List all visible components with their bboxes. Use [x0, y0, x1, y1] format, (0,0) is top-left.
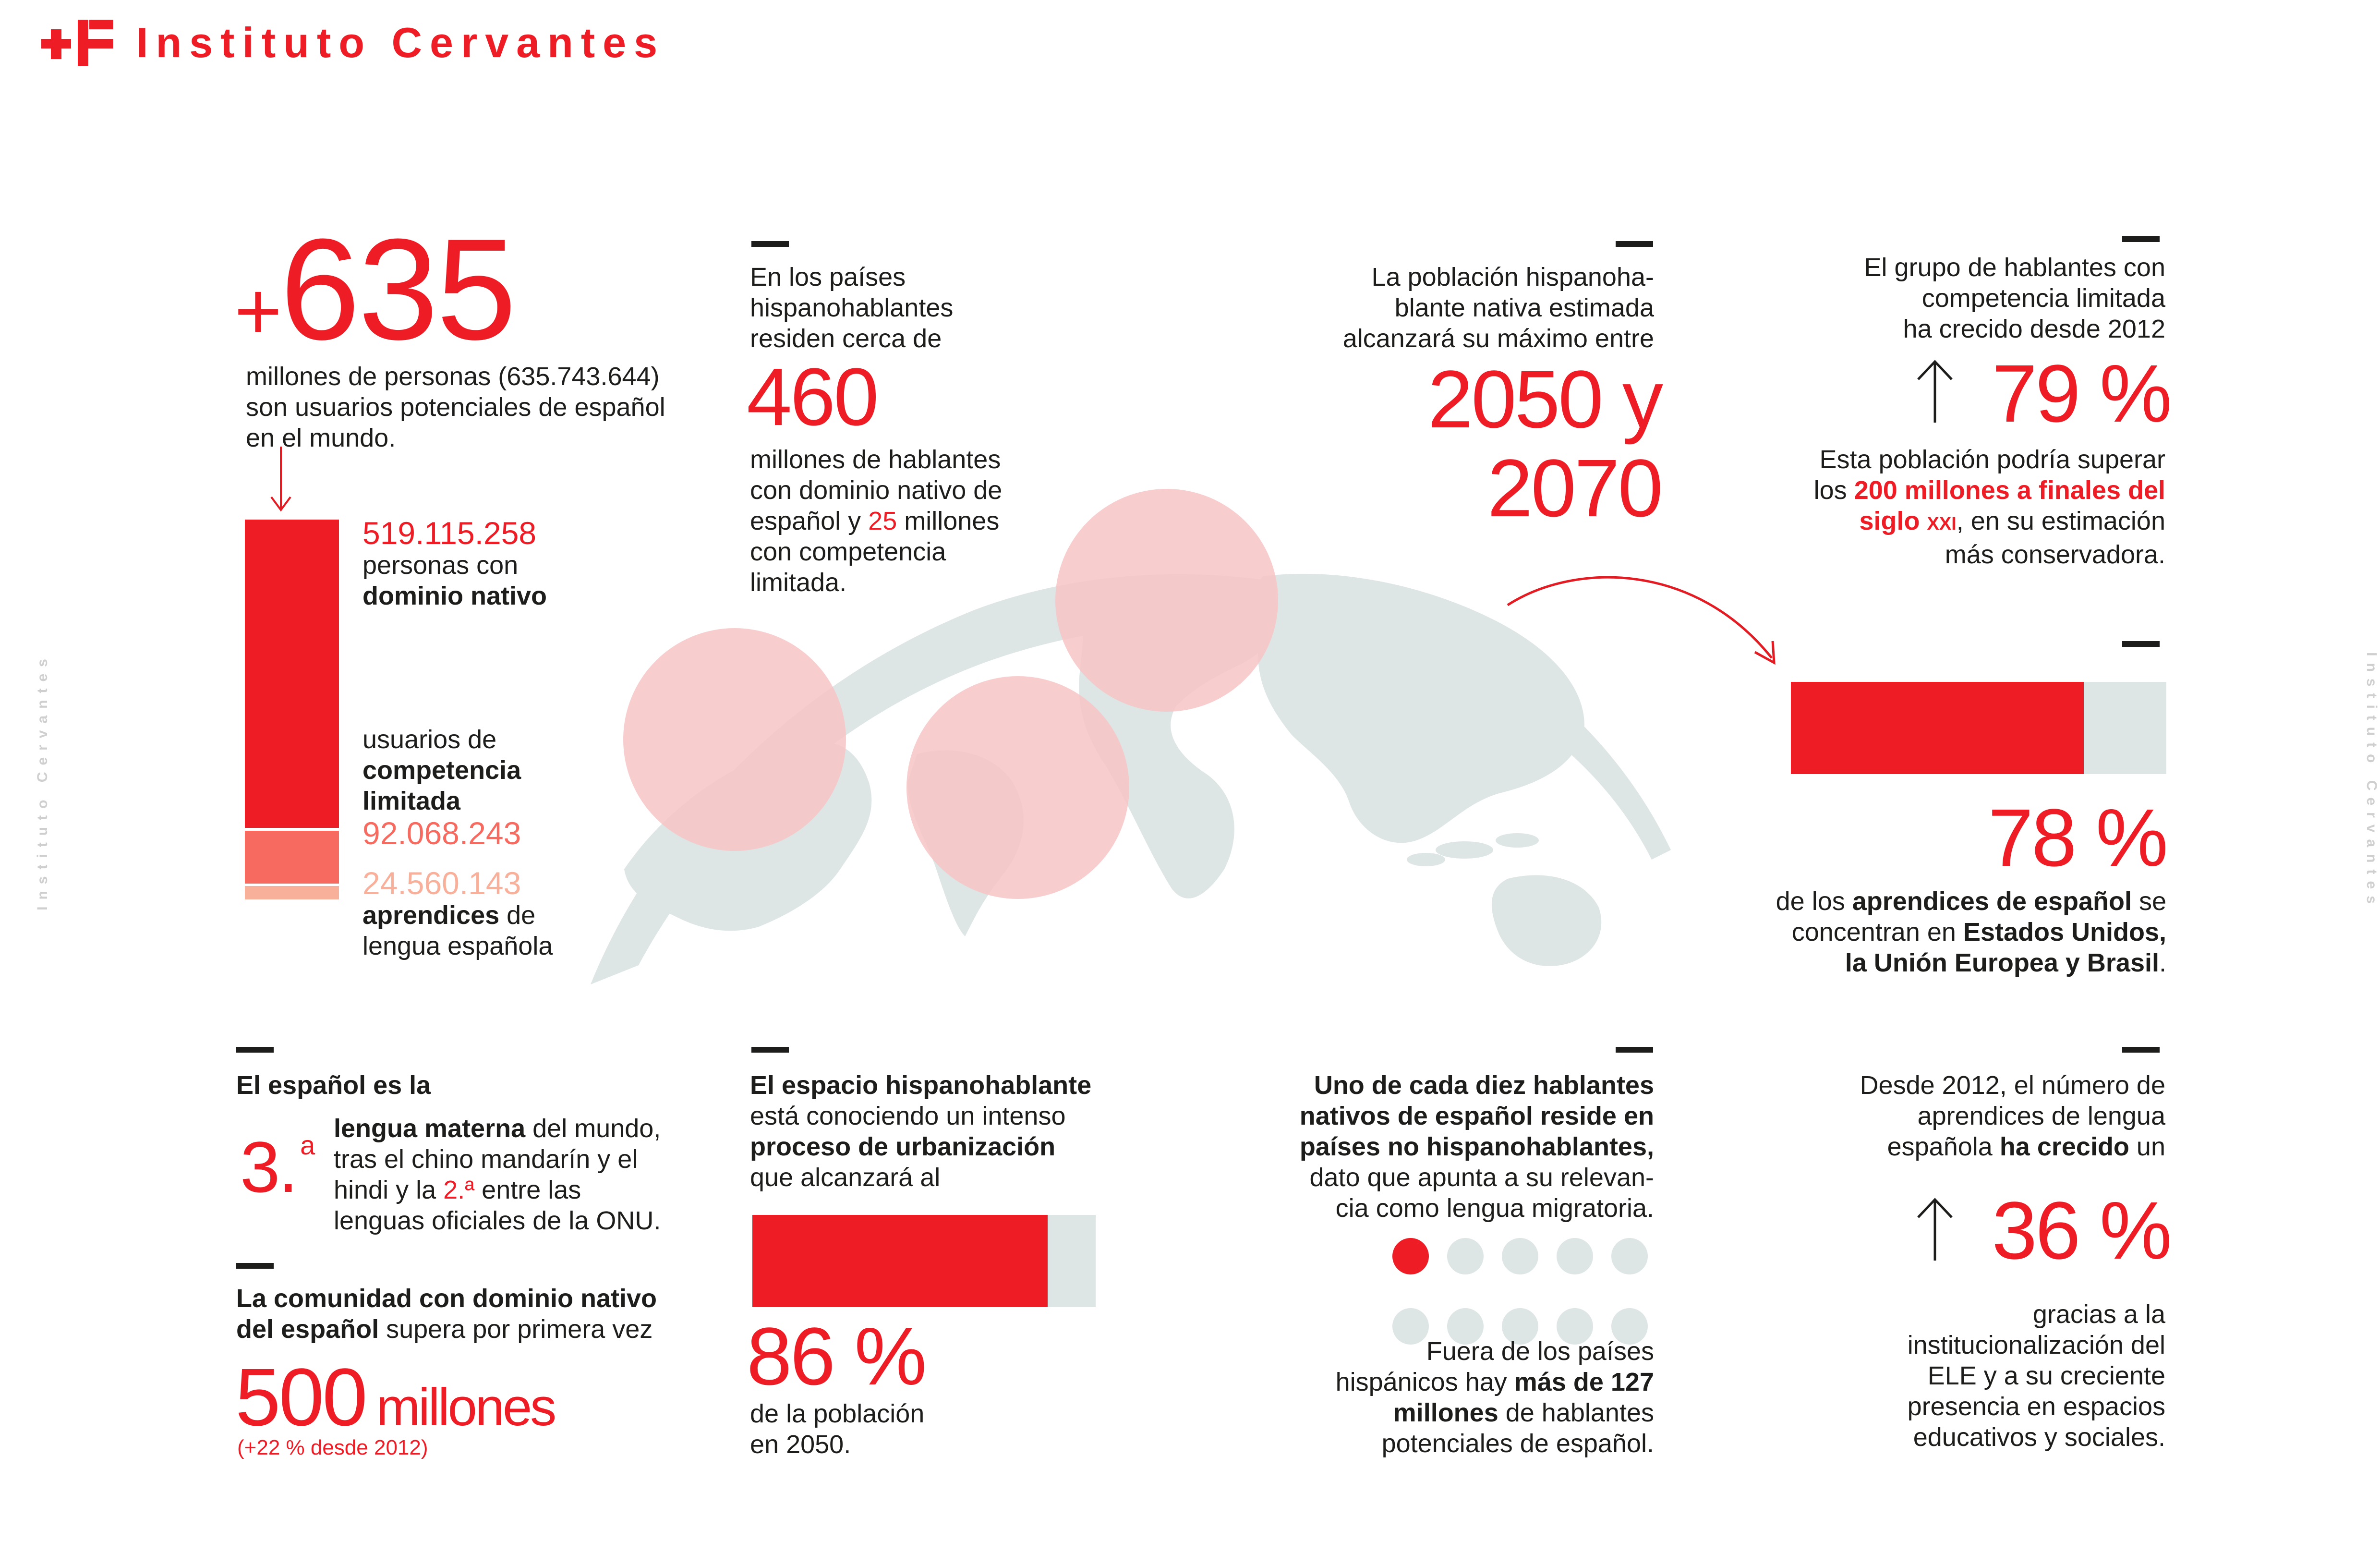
text-part: un: [2129, 1132, 2165, 1161]
text-bold: El espacio hispanohablante: [750, 1071, 1092, 1100]
caption-line: millones de personas (635.743.644): [246, 362, 660, 391]
countries-number: 460: [747, 352, 877, 443]
text-line: Esta población podría superar: [1819, 445, 2165, 474]
text-highlight: siglo: [1859, 507, 1927, 535]
learners-concentration-bar: [1791, 682, 2166, 774]
text-bold: ha crecido: [1999, 1132, 2129, 1161]
text-line: con competencia: [750, 537, 946, 566]
community-note: (+22 % desde 2012): [237, 1436, 428, 1459]
text-highlight: 25: [868, 507, 897, 535]
text-part: de hablantes: [1498, 1398, 1654, 1427]
limited-label-bold: competencia: [362, 756, 521, 785]
down-arrow-icon: [269, 447, 293, 514]
text-part: concentran en: [1791, 918, 1963, 946]
text-bold: millones: [1393, 1398, 1498, 1427]
text-part: española: [1887, 1132, 2000, 1161]
text-line: en 2050.: [750, 1430, 851, 1459]
text-line: [1709, 917, 2166, 947]
text-line: aprendices de lengua: [1917, 1102, 2165, 1130]
text-line: potenciales de español.: [1381, 1429, 1654, 1458]
intro-line: residen cerca de: [750, 324, 942, 353]
dot: [1502, 1238, 1538, 1274]
text-bold: nativos de español reside en: [1299, 1102, 1654, 1130]
mother-tongue-text: [334, 1113, 661, 1236]
circle-north-america: [623, 628, 846, 851]
text-bold: aprendices de español: [1852, 887, 2132, 916]
text-bold: más de 127: [1514, 1368, 1654, 1396]
text-highlight: 2.ª: [443, 1176, 475, 1204]
text-line: institucionalización del: [1907, 1331, 2165, 1359]
text-line: ELE y a su creciente: [1927, 1361, 2165, 1390]
circle-europe: [1055, 489, 1278, 712]
text-bold: proceso de urbanización: [750, 1132, 1056, 1161]
community-value: 500: [235, 1352, 366, 1443]
text-part: hispánicos hay: [1335, 1368, 1514, 1396]
countries-text: [750, 444, 1002, 598]
text-bold: Uno de cada diez hablantes: [1314, 1071, 1654, 1100]
countries-intro: [750, 262, 953, 354]
text-part: se: [2131, 887, 2166, 916]
text-line: gracias a la: [2032, 1300, 2165, 1329]
section-dash: [2122, 236, 2160, 242]
bar-segment-learners: [245, 886, 339, 899]
text-line: [1709, 947, 2166, 978]
text-part: los: [1813, 476, 1854, 505]
text-highlight: XXI: [1927, 514, 1957, 534]
limited-text: [1728, 444, 2165, 570]
concentration-text: [1709, 886, 2166, 978]
section-dash: [2122, 641, 2160, 647]
learners-value: 24.560.143: [362, 865, 521, 901]
text-line: [334, 1175, 661, 1205]
text-line: lenguas oficiales de la ONU.: [334, 1206, 661, 1235]
growth-intro: [1728, 1070, 2165, 1162]
side-brand-right: Instituto Cervantes: [2363, 652, 2380, 910]
text-bold: del español: [236, 1315, 379, 1344]
bar-segment-native: [245, 520, 339, 828]
text-line: [236, 1314, 657, 1345]
limited-label: usuarios de: [362, 725, 497, 754]
mother-tongue-rank: [240, 1127, 315, 1207]
text-bold: La comunidad con dominio nativo: [236, 1284, 657, 1313]
native-speakers-label: [362, 516, 547, 611]
section-dash: [1616, 1047, 1653, 1053]
text-line: está conociendo un intenso: [750, 1102, 1066, 1130]
dot: [1557, 1238, 1593, 1274]
limited-label-bold: limitada: [362, 787, 461, 815]
growth-text: [1728, 1299, 2165, 1453]
intro-line: El grupo de hablantes con: [1864, 253, 2165, 282]
text-line: [1728, 475, 2165, 506]
text-line: presencia en espacios: [1907, 1392, 2165, 1421]
section-dash: [2122, 1047, 2160, 1053]
text-line: con dominio nativo de: [750, 476, 1003, 505]
intro-line: blante nativa estimada: [1394, 293, 1654, 322]
peak-intro: [1248, 262, 1654, 354]
migration-caption: [1200, 1336, 1654, 1459]
concentration-percent: 78 %: [1988, 792, 2166, 884]
text-line: tras el chino mandarín y el: [334, 1145, 638, 1174]
native-value: 519.115.258: [362, 515, 537, 551]
circle-latin-america: [906, 676, 1129, 899]
plus-sign: +: [234, 266, 280, 357]
intro-line: ha crecido desde 2012: [1903, 315, 2165, 343]
caption-line: en el mundo.: [246, 424, 396, 452]
section-dash: [236, 1263, 274, 1269]
intro-line: La población hispanoha-: [1371, 263, 1654, 291]
bar-segment-limited: [245, 831, 339, 884]
limited-intro: [1776, 252, 2165, 344]
text-part: español y: [750, 507, 869, 535]
urban-caption: [750, 1398, 924, 1460]
intro-line: alcanzará su máximo entre: [1342, 324, 1654, 353]
dot: [1611, 1238, 1648, 1274]
landmass-australia: [1492, 875, 1601, 966]
text-line: más conservadora.: [1945, 540, 2165, 569]
limited-value: 92.068.243: [362, 815, 521, 851]
text-line: cia como lengua migratoria.: [1335, 1194, 1654, 1223]
text-line: limitada.: [750, 568, 847, 597]
text-line: [334, 1113, 661, 1144]
intro-line: competencia limitada: [1921, 284, 2165, 313]
intro-line: hispanohablantes: [750, 293, 954, 322]
curved-arrow-icon: [1503, 567, 1791, 672]
dot: [1447, 1238, 1484, 1274]
section-dash: [751, 241, 789, 247]
text-bold: lengua materna: [334, 1114, 526, 1143]
limited-percent: 79 %: [1992, 348, 2170, 439]
text-line: Desde 2012, el número de: [1860, 1071, 2165, 1100]
text-line: dato que apunta a su relevan-: [1309, 1163, 1654, 1192]
text-line: que alcanzará al: [750, 1163, 941, 1192]
text-line: [1728, 1131, 2165, 1162]
migration-text: [1200, 1070, 1654, 1224]
native-label-bold: dominio nativo: [362, 582, 547, 610]
text-highlight: 200 millones a finales del: [1854, 476, 2165, 505]
text-line: millones de hablantes: [750, 445, 1001, 474]
peak-years: [1248, 355, 1661, 533]
peak-year-1: 2050 y: [1427, 354, 1661, 445]
speakers-stacked-bar: [245, 520, 339, 899]
text-part: millones: [897, 507, 1000, 535]
text-line: [750, 506, 1002, 536]
text-bold: la Unión Europea y Brasil: [1845, 948, 2159, 977]
text-part: .: [2159, 948, 2166, 977]
growth-percent: 36 %: [1992, 1185, 2170, 1276]
limited-speakers-label: [362, 724, 553, 961]
section-dash: [751, 1047, 789, 1053]
text-part: de los: [1776, 887, 1852, 916]
community-unit: millones: [376, 1378, 555, 1437]
headline-total-speakers: [234, 208, 515, 370]
text-bold: Estados Unidos,: [1963, 918, 2166, 946]
text-line: [1709, 886, 2166, 917]
dot-highlighted: [1392, 1238, 1429, 1274]
learners-concentration-fill: [1791, 682, 2084, 774]
learners-label-text: lengua española: [362, 932, 553, 960]
caption-line: son usuarios potenciales de español: [246, 393, 665, 422]
community-number: [235, 1352, 555, 1443]
urban-bar: [752, 1215, 1096, 1307]
rank-number: 3.: [240, 1127, 297, 1207]
text-line: de la población: [750, 1399, 925, 1428]
text-line: [1728, 506, 2165, 539]
section-dash: [236, 1047, 274, 1053]
text-part: entre las: [474, 1176, 581, 1204]
rank-suffix: a: [300, 1130, 315, 1160]
migration-dot-grid: [1392, 1238, 1661, 1339]
text-part: , en su estimación: [1956, 507, 2165, 535]
native-label: personas con: [362, 551, 519, 580]
learners-label-text: de: [499, 901, 536, 930]
brand-name: Instituto Cervantes: [136, 19, 665, 66]
text-line: educativos y sociales.: [1913, 1423, 2165, 1452]
urban-bar-fill: [752, 1215, 1048, 1307]
community-text: [236, 1283, 657, 1345]
text-part: del mundo,: [525, 1114, 661, 1143]
mother-tongue-intro: El español es la: [236, 1071, 431, 1100]
peak-year-2: 2070: [1487, 443, 1661, 534]
text-bold: países no hispanohablantes,: [1299, 1132, 1654, 1161]
total-caption: [246, 361, 665, 453]
text-line: Fuera de los países: [1426, 1337, 1654, 1366]
brand-logo[interactable]: [41, 18, 665, 67]
urban-percent: 86 %: [747, 1311, 925, 1402]
section-dash: [1616, 241, 1653, 247]
text-part: hindi y la: [334, 1176, 444, 1204]
learners-label: [362, 900, 553, 931]
intro-line: En los países: [750, 263, 906, 291]
learners-label-bold: aprendices: [362, 901, 500, 930]
text-part: supera por primera vez: [379, 1315, 653, 1344]
urban-text: [750, 1070, 1091, 1193]
side-brand-left: Instituto Cervantes: [34, 652, 50, 910]
text-line: [1200, 1397, 1654, 1428]
instituto-cervantes-logo-icon: [41, 20, 113, 66]
total-number: 635: [280, 208, 515, 370]
text-line: [1200, 1367, 1654, 1397]
